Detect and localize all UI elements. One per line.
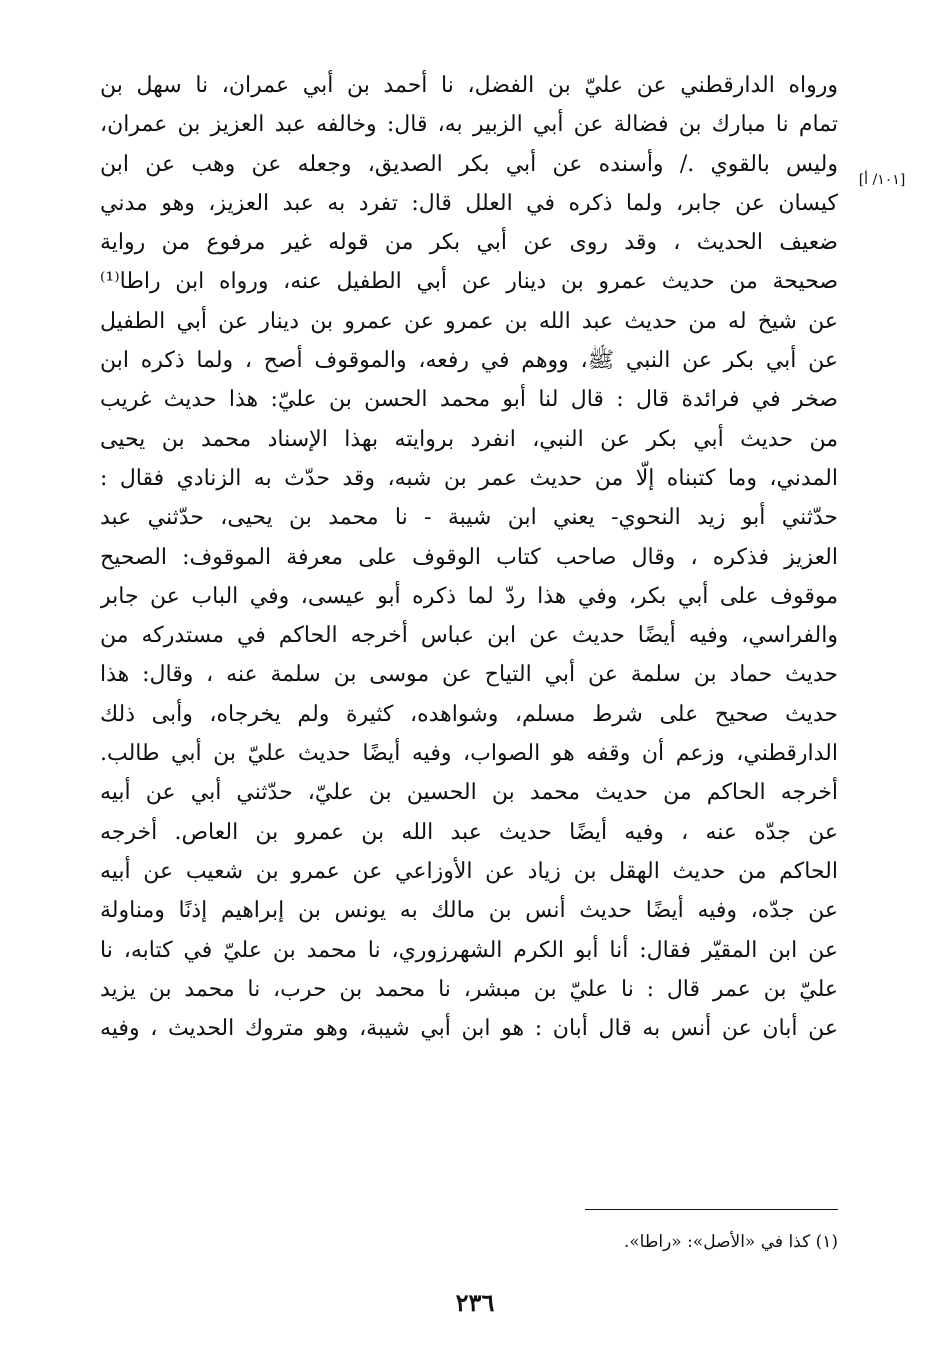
text-line: عن أبي بكر عن النبي ﷺ، ووهم في رفعه، والموقوف أصح ، ولما ذكره ابن — [100, 348, 838, 374]
text-line: والفراسي، وفيه أيضًا حديث عن ابن عباس أخرجه الحاكم في مستدركه من — [100, 623, 838, 649]
text-line: صخر في فرائدة قال : قال لنا أبو محمد الحسن بن عليّ: هذا حديث غريب — [100, 387, 838, 413]
text-line: وليس بالقوي ./ وأسنده عن أبي بكر الصديق، وجعله عن وهب عن ابن — [100, 151, 838, 177]
footnote: (١) كذا في «الأصل»: «راطا». — [623, 1232, 838, 1252]
text-line: أخرجه الحاكم من حديث محمد بن الحسين بن عليّ، حدّثني أبي عن أبيه — [100, 780, 838, 806]
text-line: موقوف على أبي بكر، وفي هذا ردّ لما ذكره أبو عيسى، وفي الباب عن جابر — [100, 583, 838, 609]
footnote-divider — [585, 1209, 838, 1210]
text-line: عن جدّه عنه ، وفيه أيضًا حديث عبد الله بن عمرو بن العاص. أخرجه — [100, 819, 838, 845]
text-line: المدني، وما كتبناه إلّا من حديث عمر بن شبه، وقد حدّث به الزنادي فقال : — [100, 465, 838, 491]
text-line: عن جدّه، وفيه أيضًا حديث أنس بن مالك به يونس بن إبراهيم إذنًا ومناولة — [100, 898, 838, 924]
margin-folio-note: [١٠١/ أ] — [858, 172, 906, 188]
text-line: صحيحة من حديث عمرو بن دينار عن أبي الطفيل عنه، ورواه ابن راطا⁽¹⁾ — [100, 269, 838, 295]
text-line: حدّثني أبو زيد النحوي- يعني ابن شيبة - نا محمد بن يحيى، حدّثني عبد — [100, 505, 838, 531]
text-line: كيسان عن جابر، ولما ذكره في العلل قال: تفرد به عبد العزيز، وهو مدني — [100, 190, 838, 216]
text-line: تمام نا مبارك بن فضالة عن أبي الزبير به، قال: وخالفه عبد العزيز بن عمران، — [100, 112, 838, 138]
main-text-block — [100, 66, 838, 1048]
text-line: حديث صحيح على شرط مسلم، وشواهده، كثيرة ولم يخرجاه، وأبى ذلك — [100, 701, 838, 727]
text-line: حديث حماد بن سلمة عن أبي التياح عن موسى بن سلمة عنه ، وقال: هذا — [100, 662, 838, 688]
text-line: من حديث أبي بكر عن النبي، انفرد بروايته بهذا الإسناد محمد بن يحيى — [100, 426, 838, 452]
text-line: الحاكم من حديث الهقل بن زياد عن الأوزاعي عن عمرو بن شعيب عن أبيه — [100, 858, 838, 884]
text-line: ورواه الدارقطني عن عليّ بن الفضل، نا أحمد بن أبي عمران، نا سهل بن — [100, 73, 838, 98]
text-line: العزيز فذكره ، وقال صاحب كتاب الوقوف على معرفة الموقوف: الصحيح — [100, 544, 838, 570]
text-line: عن أبان عن أنس به قال أبان : هو ابن أبي شيبة، وهو متروك الحديث ، وفيه — [100, 1016, 838, 1042]
page-number: ٢٣٦ — [455, 1288, 495, 1317]
text-line: عن شيخ له من حديث عبد الله بن عمرو عن عمرو بن دينار عن أبي الطفيل — [100, 308, 838, 334]
text-line: عن ابن المقيّر فقال: أنا أبو الكرم الشهرزوري، نا محمد بن عليّ في كتابه، نا — [100, 937, 838, 963]
text-line: ضعيف الحديث ، وقد روى عن أبي بكر من قوله غير مرفوع من رواية — [100, 230, 838, 256]
text-line: الدارقطني، وزعم أن وقفه هو الصواب، وفيه أيضًا حديث عليّ بن أبي طالب. — [100, 741, 838, 767]
text-line: عليّ بن عمر قال : نا عليّ بن مبشر، نا محمد بن حرب، نا محمد بن يزيد — [100, 976, 838, 1002]
